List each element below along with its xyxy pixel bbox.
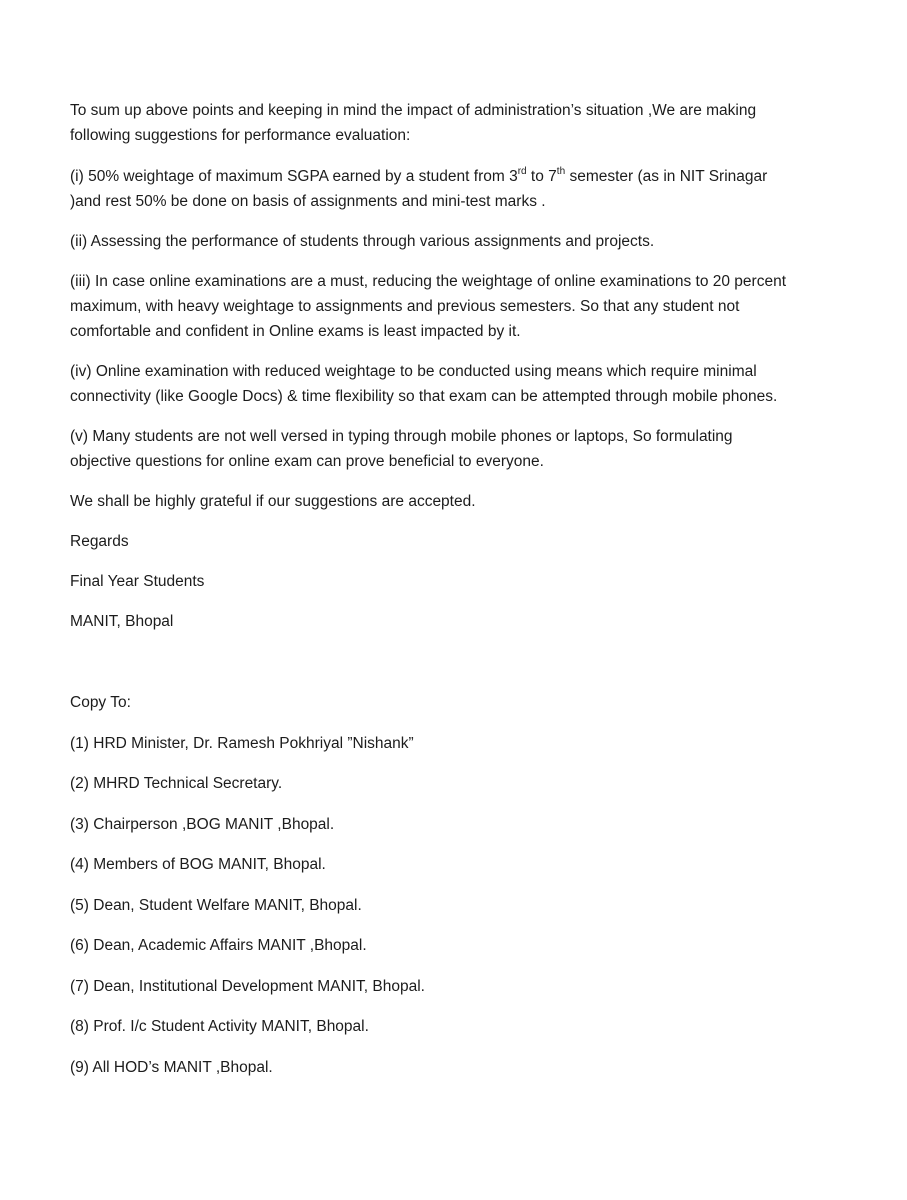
suggestion-1-text-c: semester (as in NIT Srinagar )and rest 50% be done on basis of assignments and mini-test marks .: [70, 168, 768, 210]
institute-line: MANIT, Bhopal: [70, 613, 174, 630]
suggestion-1: [70, 164, 790, 214]
copy-to-item: (6) Dean, Academic Affairs MANIT ,Bhopal.: [70, 937, 367, 954]
suggestion-5: (v) Many students are not well versed in typing through mobile phones or laptops, So formulating objective questions for online exam can prove beneficial to everyone.: [70, 428, 733, 470]
copy-to-item: (2) MHRD Technical Secretary.: [70, 775, 283, 792]
superscript-rd: rd: [517, 165, 527, 177]
copy-to-list: [70, 731, 790, 1080]
suggestion-4: (iv) Online examination with reduced weightage to be conducted using means which require minimal connectivity (like Google Docs) & time flexibility so that exam can be attempted through mobile phones.: [70, 363, 778, 405]
suggestion-1-text-b: to 7: [526, 168, 557, 185]
copy-to-item: (5) Dean, Student Welfare MANIT, Bhopal.: [70, 896, 362, 914]
closing-line: We shall be highly grateful if our suggestions are accepted.: [70, 493, 476, 510]
regards-line: Regards: [70, 533, 129, 550]
suggestion-2: (ii) Assessing the performance of students through various assignments and projects.: [70, 233, 655, 250]
letter-page: [70, 98, 790, 1080]
copy-to-item: (1) HRD Minister, Dr. Ramesh Pokhriyal ”Nishank”: [70, 734, 414, 752]
copy-to-item: (4) Members of BOG MANIT, Bhopal.: [70, 856, 326, 873]
copy-to-heading: Copy To:: [70, 694, 131, 711]
suggestion-1-text-a: (i) 50% weightage of maximum SGPA earned by a student from 3: [70, 168, 518, 185]
copy-to-item: (8) Prof. I/c Student Activity MANIT, Bhopal.: [70, 1018, 369, 1035]
suggestion-3: (iii) In case online examinations are a must, reducing the weightage of online examinations to 20 percent maximum, with heavy weightage to assignments and previous semesters. So that any student not comfortable and confident in Online exams is least impacted by it.: [70, 273, 786, 340]
sender-line: Final Year Students: [70, 573, 205, 590]
intro-paragraph: To sum up above points and keeping in mind the impact of administration’s situation ,We are making following suggestions for performance evaluation:: [70, 102, 757, 144]
copy-to-item: (7) Dean, Institutional Development MANIT, Bhopal.: [70, 977, 425, 995]
copy-to-item: (3) Chairperson ,BOG MANIT ,Bhopal.: [70, 815, 335, 833]
superscript-th: th: [556, 165, 566, 177]
copy-to-item: (9) All HOD’s MANIT ,Bhopal.: [70, 1058, 273, 1076]
